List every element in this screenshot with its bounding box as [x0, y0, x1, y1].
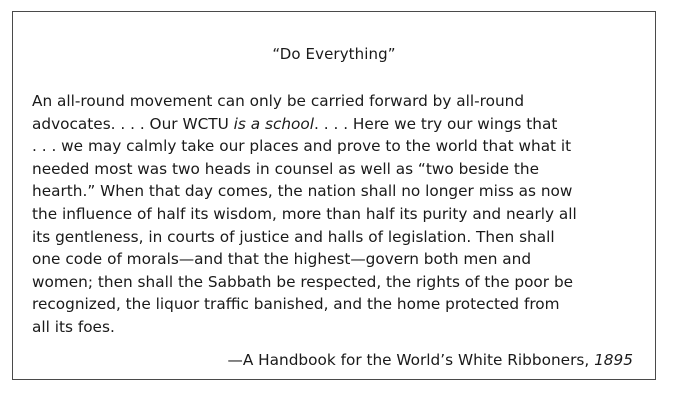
attribution-source: —A Handbook for the World’s White Ribboners,: [227, 351, 595, 369]
attribution-year: 1895: [594, 351, 633, 369]
passage-line: one code of morals—and that the highest—govern both men and: [32, 250, 532, 269]
attribution: [228, 351, 633, 369]
passage-line: [32, 113, 647, 136]
passage-line: its gentleness, in courts of justice and halls of legislation. Then shall: [32, 227, 555, 246]
passage-line-segment: advocates. . . . Our WCTU: [32, 114, 234, 133]
passage-line: . . . we may calmly take our places and prove to the world that what it: [32, 137, 572, 156]
passage-line: hearth.” When that day comes, the nation shall no longer miss as now: [32, 182, 573, 201]
passage-line: women; then shall the Sabbath be respected, the rights of the poor be: [32, 272, 574, 291]
emphasis-text: is a school: [233, 114, 315, 133]
passage-box: [12, 11, 656, 380]
passage-body: [32, 90, 647, 339]
passage-line: the influence of half its wisdom, more than half its purity and nearly all: [32, 204, 577, 223]
passage-line-segment: . . . . Here we try our wings that: [314, 114, 558, 133]
passage-line: recognized, the liquor traffic banished, and the home protected from: [32, 295, 560, 314]
passage-line: all its foes.: [32, 317, 115, 336]
passage-title: “Do Everything”: [272, 45, 396, 63]
passage-line: needed most was two heads in counsel as well as “two beside the: [32, 159, 540, 178]
passage-line: An all-round movement can only be carried forward by all-round: [32, 92, 525, 110]
